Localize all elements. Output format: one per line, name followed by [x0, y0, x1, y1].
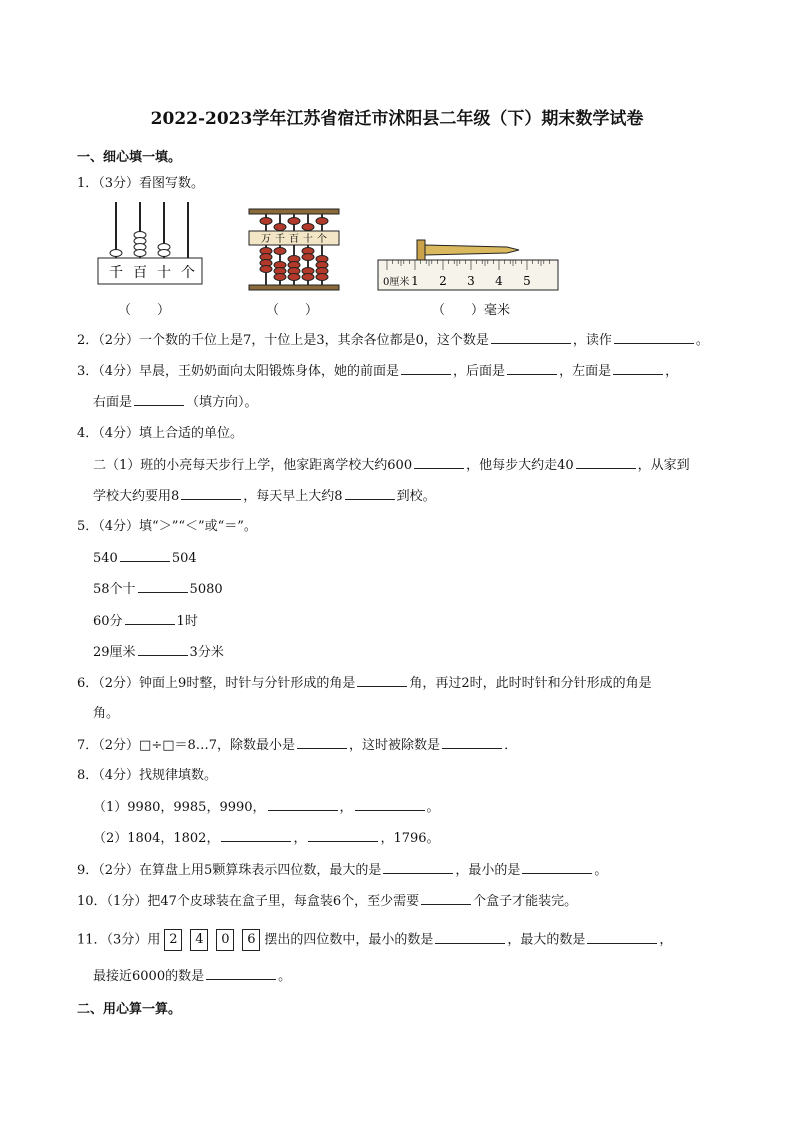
question-6-text-a: 6．（2分）钟面上9时整，时针与分针形成的角是: [77, 676, 356, 691]
question-3-cont: [93, 393, 258, 412]
question-4-text-b: ，他每步大约走40: [466, 458, 574, 473]
question-10: [77, 892, 577, 911]
question-7-text-b: ，这时被除数是: [349, 738, 441, 753]
question-11-cont: [93, 967, 291, 986]
section-heading-1: 一、细心填一填。: [77, 150, 182, 165]
compare-item-4: [93, 643, 224, 662]
question-8-part-2: [93, 829, 440, 848]
answer-blank[interactable]: [345, 487, 395, 500]
question-9: [77, 861, 607, 880]
answer-blank[interactable]: [414, 456, 464, 469]
question-11-text-c: ，最大的数是: [507, 932, 586, 948]
question-1-stem: 1．（3分）看图写数。: [77, 176, 205, 191]
question-8-text-a: （1）9980，9985，9990，: [93, 800, 266, 815]
question-4-line-1: [93, 456, 690, 475]
question-6: [77, 674, 652, 693]
question-4-line-2: [93, 487, 436, 506]
question-9-text-b: ，最小的是: [455, 863, 521, 878]
question-11-text-a: 11．（3分）用: [77, 932, 161, 948]
answer-blank[interactable]: [435, 931, 505, 944]
question-9-text-a: 9．（2分）在算盘上用5颗算珠表示四位数，最大的是: [77, 863, 382, 878]
question-4-text-a: 二（1）班的小亮每天步行上学，他家距离学校大约600: [93, 458, 413, 473]
compare-item-1: [93, 549, 197, 568]
question-10-text-a: 10．（1分）把47个皮球装在盒子里，每盒装6个，至少需要: [77, 894, 420, 909]
question-9-text-c: 。: [594, 863, 608, 878]
compare-right: 504: [171, 551, 197, 566]
question-8-part-1: [93, 798, 440, 817]
question-8-text-b: （2）1804，1802，: [93, 831, 220, 846]
abacus-label-thousands: 千: [109, 265, 123, 281]
compare-right: 1时: [176, 614, 198, 629]
suanpan-label-shi: 十: [303, 234, 313, 245]
question-7-text-c: ．: [504, 738, 518, 753]
question-4-text-c: ，从家到: [637, 458, 690, 473]
answer-blank[interactable]: [491, 331, 571, 344]
suanpan-label-wan: 万: [261, 234, 271, 245]
question-8-text-a2: ，: [339, 800, 353, 815]
abacus-label-hundreds: 百: [133, 265, 147, 281]
question-3-text-e: 右面是: [93, 395, 133, 410]
compare-item-3: [93, 612, 198, 631]
question-4-text-d: 学校大约要用8: [93, 489, 180, 504]
answer-blank[interactable]: [181, 487, 241, 500]
compare-left: 58个十: [93, 582, 136, 597]
question-11-text-e: 最接近6000的数是: [93, 969, 205, 984]
answer-blank[interactable]: [401, 362, 451, 375]
answer-blank[interactable]: [138, 643, 188, 656]
question-3-text-a: 3．（4分）早晨，王奶奶面向太阳锻炼身体，她的前面是: [77, 364, 400, 379]
question-4-text-f: 到校。: [396, 489, 436, 504]
answer-blank[interactable]: [355, 798, 425, 811]
question-8-text-b2: ，: [293, 831, 307, 846]
answer-blank[interactable]: [134, 393, 184, 406]
suanpan-label-bai: 百: [289, 234, 299, 245]
question-3-text-d: ，: [665, 364, 679, 379]
place-value-abacus-figure: [94, 198, 206, 290]
section-heading-2: 二、用心算一算。: [77, 1002, 182, 1017]
digit-card: 6: [242, 929, 260, 951]
question-6-text-b: 角，再过2时，此时时针和分针形成的角是: [409, 676, 652, 691]
suanpan-abacus-figure: [246, 207, 342, 297]
question-2-text-b: ，读作: [572, 333, 612, 348]
digit-card: 4: [190, 929, 208, 951]
answer-blank[interactable]: [268, 798, 338, 811]
question-8-stem: 8．（4分）找规律填数。: [77, 768, 218, 783]
answer-blank[interactable]: [383, 861, 453, 874]
question-8-text-a3: 。: [426, 800, 440, 815]
answer-blank[interactable]: [120, 549, 170, 562]
compare-left: 540: [93, 551, 118, 566]
question-3-text-c: ，左面是: [559, 364, 612, 379]
suanpan-label-qian: 千: [275, 234, 285, 245]
answer-blank[interactable]: [357, 674, 407, 687]
ruler-label-0: 0厘米: [383, 277, 410, 288]
question-6-cont: 角。: [93, 706, 120, 721]
answer-blank[interactable]: [442, 736, 502, 749]
answer-blank[interactable]: [522, 861, 592, 874]
abacus-label-ones: 个: [181, 265, 195, 281]
answer-blank[interactable]: [614, 331, 694, 344]
answer-blank[interactable]: [297, 736, 347, 749]
question-4-stem: 4．（4分）填上合适的单位。: [77, 426, 244, 441]
question-3: [77, 362, 678, 381]
question-10-text-b: 个盒子才能装完。: [473, 894, 578, 909]
question-11: [77, 929, 672, 951]
question-11-text-b: 摆出的四位数中，最小的数是: [264, 932, 434, 948]
abacus-label-tens: 十: [157, 265, 171, 281]
question-3-text-b: ，后面是: [453, 364, 506, 379]
question-3-text-f: （填方向）。: [186, 395, 258, 410]
question-2-text-a: 2．（2分）一个数的千位上是7，十位上是3，其余各位都是0，这个数是: [77, 333, 489, 348]
compare-right: 5080: [189, 582, 223, 597]
ruler-label-5: 5: [523, 274, 531, 288]
answer-paren-2: （ ）: [266, 303, 319, 318]
compare-item-2: [93, 580, 223, 599]
answer-paren-1: （ ）: [118, 303, 171, 318]
answer-blank[interactable]: [576, 456, 636, 469]
answer-blank[interactable]: [206, 967, 276, 980]
question-7-text-a: 7．（2分）□÷□＝8…7，除数最小是: [77, 738, 296, 753]
question-8-text-b3: ，1796。: [380, 831, 440, 846]
question-11-text-d: ，: [659, 932, 673, 948]
question-2: [77, 331, 709, 350]
question-11-text-f: 。: [278, 969, 292, 984]
nail-ruler-figure: [375, 234, 561, 294]
answer-blank[interactable]: [421, 892, 471, 905]
ruler-label-1: 1: [411, 274, 419, 288]
answer-blank[interactable]: [613, 362, 663, 375]
question-4-text-e: ，每天早上大约8: [243, 489, 343, 504]
digit-card: 0: [216, 929, 234, 951]
answer-paren-3: （ ）毫米: [432, 303, 511, 318]
answer-blank[interactable]: [138, 580, 188, 593]
suanpan-label-ge: 个: [317, 234, 327, 245]
ruler-label-2: 2: [439, 274, 447, 288]
question-5-stem: 5．（4分）填“＞”“＜”或“＝”。: [77, 519, 257, 534]
compare-right: 3分米: [189, 645, 224, 660]
answer-blank[interactable]: [125, 612, 175, 625]
ruler-label-4: 4: [495, 274, 503, 288]
ruler-label-3: 3: [467, 274, 475, 288]
compare-left: 60分: [93, 614, 123, 629]
compare-left: 29厘米: [93, 645, 136, 660]
answer-blank[interactable]: [507, 362, 557, 375]
answer-blank[interactable]: [221, 829, 291, 842]
question-7: [77, 736, 517, 755]
page-title: 2022-2023学年江苏省宿迁市沭阳县二年级（下）期末数学试卷: [150, 109, 644, 129]
answer-blank[interactable]: [587, 931, 657, 944]
question-2-text-c: 。: [695, 333, 709, 348]
digit-card: 2: [164, 929, 182, 951]
answer-blank[interactable]: [308, 829, 378, 842]
